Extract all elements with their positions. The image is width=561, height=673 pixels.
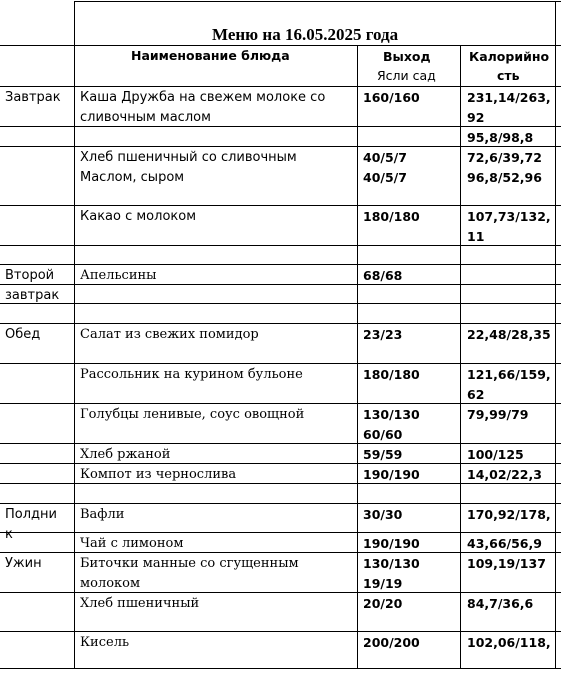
calorie-value: 102,06/118, <box>467 635 551 650</box>
table-row-rule <box>0 532 561 533</box>
output-value: 190/190 <box>363 467 420 482</box>
output-value: 130/130 <box>363 556 420 571</box>
meal-label: завтрак <box>5 288 60 303</box>
dish-name: Какао с молоком <box>80 209 197 224</box>
output-value: 40/5/7 <box>363 150 407 165</box>
table-row-rule <box>0 264 561 265</box>
calorie-value: 121,66/159, <box>467 367 551 382</box>
meal-label: Второй <box>5 268 55 283</box>
page-title: Меню на 16.05.2025 года <box>212 25 399 44</box>
dish-name: Хлеб ржаной <box>80 447 171 462</box>
dish-name: Биточки манные со сгущенным <box>80 556 299 571</box>
dish-name: Хлеб пшеничный <box>80 596 200 611</box>
table-row-rule <box>0 668 561 669</box>
calorie-value: 43,66/56,9 <box>467 536 542 551</box>
dish-name: Кисель <box>80 635 130 650</box>
column-divider-calories <box>460 45 461 669</box>
dish-name: Апельсины <box>80 268 157 283</box>
table-row-rule <box>0 503 561 504</box>
calorie-value: 100/125 <box>467 447 524 462</box>
output-value: 68/68 <box>363 268 403 283</box>
output-value: 59/59 <box>363 447 403 462</box>
table-row-rule <box>0 363 561 364</box>
table-row-rule <box>0 631 561 632</box>
header-calories-line1: Калорийно <box>469 49 550 64</box>
dish-name: Голубцы ленивые, соус овощной <box>80 407 305 422</box>
table-border-right <box>555 1 556 669</box>
calorie-value: 96,8/52,96 <box>467 169 542 185</box>
dish-name: Компот из чернослива <box>80 467 237 482</box>
dish-name: Хлеб пшеничный со сливочным <box>80 150 297 165</box>
output-value: 130/130 <box>363 407 420 422</box>
dish-name: Рассольник на курином бульоне <box>80 367 303 382</box>
dish-name: Каша Дружба на свежем молоке со <box>80 90 326 105</box>
calorie-value: 170,92/178, <box>467 507 551 522</box>
meal-label: Завтрак <box>5 90 61 105</box>
output-value: 180/180 <box>363 209 420 224</box>
dish-name: сливочным маслом <box>80 109 211 125</box>
table-row-rule <box>0 303 561 304</box>
column-divider-meal <box>74 1 75 669</box>
calorie-value: 22,48/28,35 <box>467 327 551 342</box>
calorie-value: 231,14/263, <box>467 90 551 105</box>
output-value: 200/200 <box>363 635 420 650</box>
meal-label: Обед <box>5 327 41 342</box>
table-row-rule <box>0 86 561 87</box>
calorie-value: 79,99/79 <box>467 407 529 422</box>
output-value: 190/190 <box>363 536 420 551</box>
dish-name: Маслом, сыром <box>80 169 185 185</box>
dish-name: Вафли <box>80 507 125 522</box>
header-calories-line2: сть <box>497 68 520 83</box>
output-value: 30/30 <box>363 507 403 522</box>
output-value: 20/20 <box>363 596 403 611</box>
calorie-value: 62 <box>467 386 485 402</box>
header-output: Выход <box>383 49 431 64</box>
calorie-value: 107,73/132, <box>467 209 551 224</box>
table-border-header-top <box>0 45 561 46</box>
dish-name: молоком <box>80 575 141 591</box>
column-divider-output <box>357 45 358 669</box>
calorie-value: 92 <box>467 109 485 125</box>
output-value: 60/60 <box>363 426 403 442</box>
output-value: 180/180 <box>363 367 420 382</box>
table-row-rule <box>0 205 561 206</box>
table-row-rule <box>0 323 561 324</box>
calorie-value: 109,19/137 <box>467 556 546 571</box>
output-value: 23/23 <box>363 327 403 342</box>
dish-name: Чай с лимоном <box>80 536 184 551</box>
header-output-sub: Ясли сад <box>377 68 436 83</box>
calorie-value: 72,6/39,72 <box>467 150 542 165</box>
output-value: 160/160 <box>363 90 420 105</box>
output-value: 40/5/7 <box>363 169 407 185</box>
calorie-value: 11 <box>467 228 485 244</box>
calorie-value: 84,7/36,6 <box>467 596 534 611</box>
output-value: 19/19 <box>363 575 403 591</box>
header-dish: Наименование блюда <box>131 48 290 63</box>
table-row-rule <box>0 443 561 444</box>
calorie-value: 14,02/22,3 <box>467 467 542 482</box>
meal-label: к <box>5 526 13 542</box>
meal-label: Полдни <box>5 507 57 522</box>
calorie-value: 95,8/98,8 <box>467 130 534 145</box>
table-border-top <box>74 1 561 2</box>
meal-label: Ужин <box>5 556 42 571</box>
dish-name: Салат из свежих помидор <box>80 327 259 342</box>
